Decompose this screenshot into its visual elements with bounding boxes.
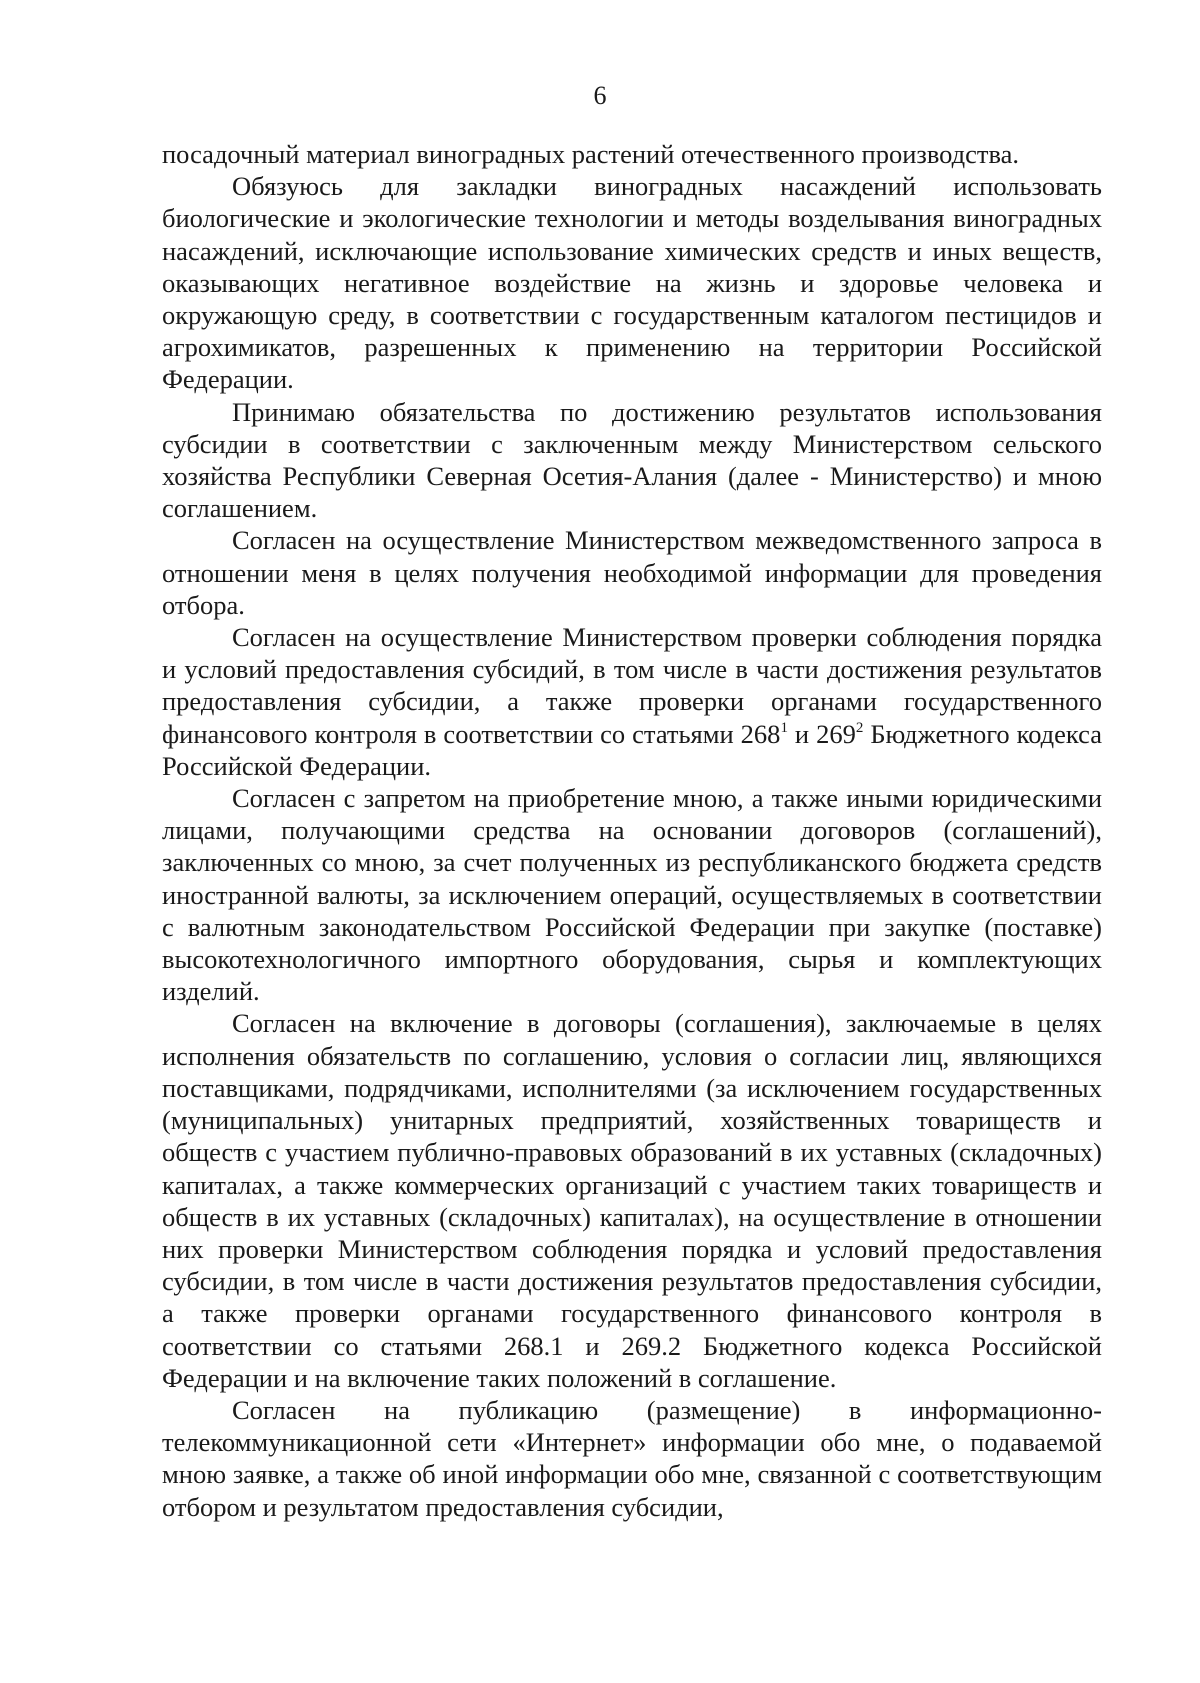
document-body [162,138,1102,1523]
paragraph-contract-conditions-consent: Согласен на включение в договоры (соглашения), заключаемые в целях исполнения обязательств по соглашению, условия о согласии лиц, являющихся поставщиками, подрядчиками, исполнителями (за исключением государственных (муниципальных) унитарных предприятий, хозяйственных товариществ и обществ с участием публично-правовых образований в их уставных (складочных) капиталах, а также коммерческих организаций с участием таких товариществ и обществ в их уставных (складочных) капиталах), на осуществление в отношении них проверки Министерством соблюдения порядка и условий предоставления субсидии, в том числе в части достижения результатов предоставления субсидии, а также проверки органами государственного финансового контроля в соответствии со статьями 268.1 и 269.2 Бюджетного кодекса Российской Федерации и на включение таких положений в соглашение. [162,1008,1102,1393]
paragraph-interagency-request-consent: Согласен на осуществление Министерством межведомственного запроса в отношении меня в целях получения необходимой информации для проведения отбора. [162,525,1102,620]
paragraph-planting-material: посадочный материал виноградных растений отечественного производства. [162,139,1020,169]
inspection-consent-text-b: и 269 [787,718,856,749]
inspection-consent-text-c: Бюджетного кодекса Российской Федерации. [162,718,1102,781]
footnote-superscript: 2 [855,719,864,736]
paragraph-publication-consent: Согласен на публикацию (размещение) в информационно-телекоммуникационной сети «Интернет» информации обо мне, о подаваемой мною заявке, а также об иной информации обо мне, связанной с соответствующим отбором и результатом предоставления субсидии, [162,1394,1102,1522]
paragraph-inspection-consent [162,621,1102,782]
inspection-consent-text-a: Согласен на осуществление Министерством проверки соблюдения порядка и условий предоставления субсидий, в том числе в части достижения результатов предоставления субсидии, а также проверки органами государственного финансового контроля в соответствии со статьями 268 [162,622,1102,749]
footnote-superscript: 1 [780,719,788,736]
paragraph-foreign-currency-ban: Согласен с запретом на приобретение мною, а также иными юридическими лицами, получающими средства на основании договоров (соглашений), заключенных со мною, за счет полученных из республиканского бюджета средств иностранной валюты, за исключением операций, осуществляемых в соответствии с валютным законодательством Российской Федерации при закупке (поставке) высокотехнологичного импортного оборудования, сырья и комплектующих изделий. [162,783,1102,1007]
paragraph-technologies-commitment: Обязуюсь для закладки виноградных насаждений использовать биологические и экологические технологии и методы возделывания виноградных насаждений, исключающие использование химических средств и иных веществ, оказывающих негативное воздействие на жизнь и здоровье человека и окружающую среду, в соответствии с государственным каталогом пестицидов и агрохимикатов, разрешенных к применению на территории Российской Федерации. [162,171,1102,395]
page-number: 6 [593,81,607,110]
paragraph-results-obligations: Принимаю обязательства по достижению результатов использования субсидии в соответствии с заключенным между Министерством сельского хозяйства Республики Северная Осетия-Алания (далее - Министерство) и мною соглашением. [162,396,1102,524]
